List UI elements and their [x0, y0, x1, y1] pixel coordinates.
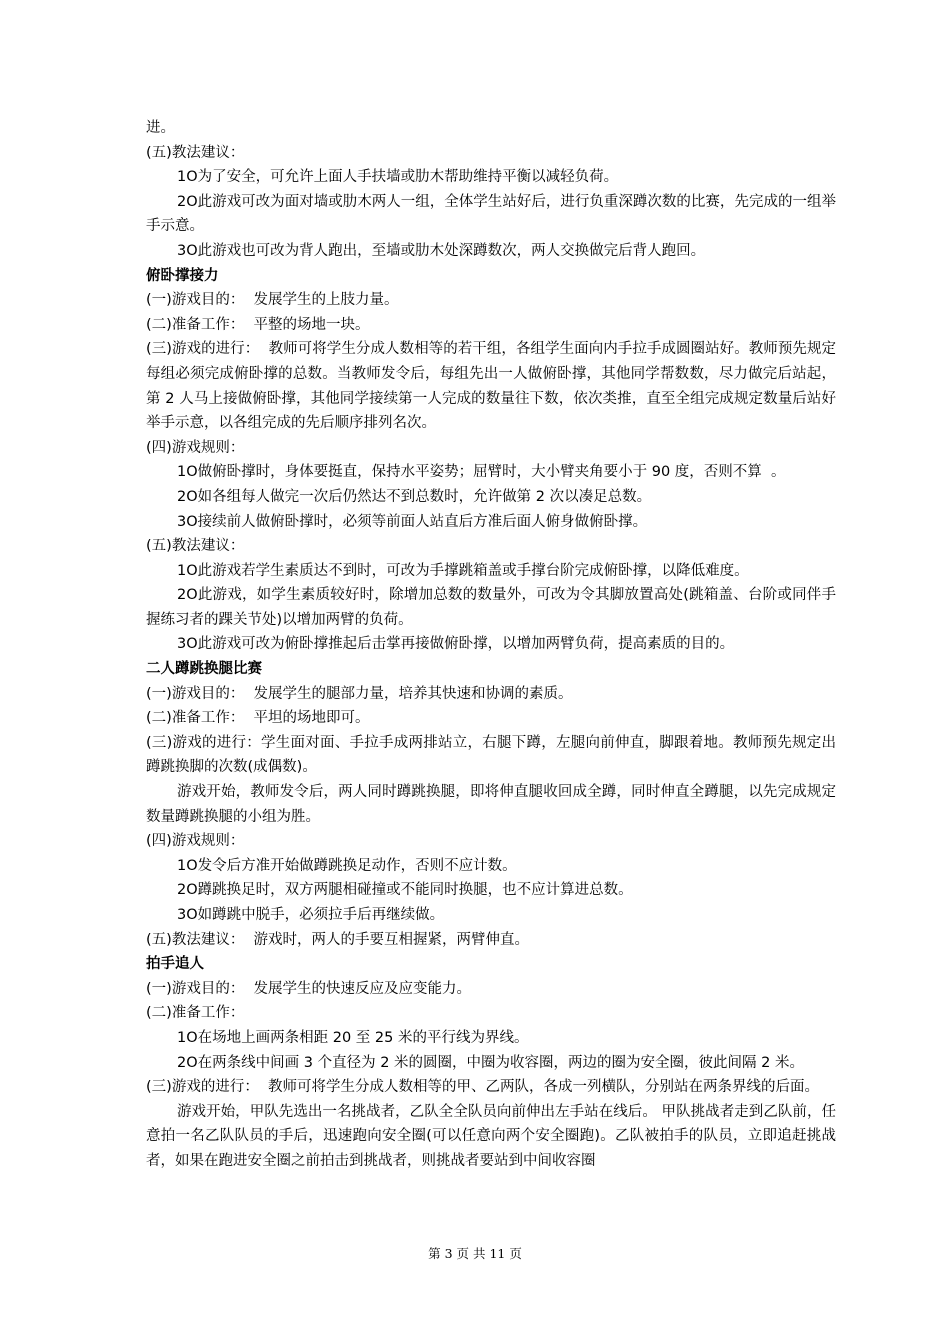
paragraph: 2O如各组每人做完一次后仍然达不到总数时，允许做第 2 次以凑足总数。	[177, 488, 652, 505]
paragraph: 游戏开始，教师发令后，两人同时蹲跳换腿，即将伸直腿收回成全蹲，同时伸直全蹲腿，以先完成规定数量蹲跳换腿的小组为胜。	[146, 784, 836, 825]
paragraph: 1O此游戏若学生素质达不到时，可改为手撑跳箱盖或手撑台阶完成俯卧撑，以降低难度。	[177, 562, 749, 579]
paragraph: (一)游戏目的： 发展学生的腿部力量，培养其快速和协调的素质。	[146, 685, 573, 702]
paragraph: 1O发令后方准开始做蹲跳换足动作，否则不应计数。	[177, 857, 517, 874]
paragraph: 3O如蹲跳中脱手，必须拉手后再继续做。	[177, 907, 445, 923]
paragraph: 游戏开始，甲队先选出一名挑战者，乙队全全队员向前伸出左手站在线后。 甲队挑战者走到乙队前，任意拍一名乙队队员的手后，迅速跑向安全圈(可以任意向两个安全圈跑)。乙队被拍手的队员，立即追赶挑战者，如果在跑进安全圈之前拍击到挑战者，则挑战者要站到中间收容圈	[146, 1103, 836, 1169]
paragraph: (四)游戏规则：	[146, 833, 245, 850]
document-body	[146, 116, 836, 1174]
paragraph: (二)准备工作： 平坦的场地即可。	[146, 710, 370, 727]
paragraph: 1O为了安全，可允许上面人手扶墙或肋木帮助维持平衡以减轻负荷。	[177, 169, 619, 186]
paragraph: 2O蹲跳换足时，双方两腿相碰撞或不能同时换腿，也不应计算进总数。	[177, 882, 633, 899]
paragraph: (三)游戏的进行：学生面对面、手拉手成两排站立，右腿下蹲，左腿向前伸直，脚跟着地。教师预先规定出蹲跳换脚的次数(成偶数)。	[146, 734, 836, 776]
paragraph: 2O在两条线中间画 3 个直径为 2 米的圆圈，中圈为收容圈，两边的圈为安全圈，彼此间隔 2 米。	[177, 1054, 804, 1071]
paragraph: (二)准备工作：	[146, 1005, 245, 1022]
paragraph: (三)游戏的进行： 教师可将学生分成人数相等的若干组，各组学生面向内手拉手成圆圈站好。教师预先规定每组必须完成俯卧撑的总数。当教师发令后，每组先出一人做俯卧撑，其他同学帮数数，尽力做完后站起，第 2 人马上接做俯卧撑，其他同学接续第一人完成的数量往下数，依次类推，直至全组完成规定数量后站好举手示意，以各组完成的先后顺序排列名次。	[146, 341, 836, 432]
paragraph: 3O接续前人做俯卧撑时，必须等前面人站直后方准后面人俯身做俯卧撑。	[177, 513, 648, 530]
paragraph: 1O做俯卧撑时，身体要挺直，保持水平姿势；屈臂时，大小臂夹角要小于 90 度，否则不算 。	[177, 464, 786, 481]
paragraph: (四)游戏规则：	[146, 439, 245, 456]
paragraph: (一)游戏目的： 发展学生的上肢力量。	[146, 292, 399, 309]
paragraph: (三)游戏的进行： 教师可将学生分成人数相等的甲、乙两队，各成一列横队，分别站在两条界线的后面。	[146, 1079, 820, 1096]
paragraph: 2O此游戏，如学生素质较好时，除增加总数的数量外，可改为令其脚放置高处(跳箱盖、台阶或同伴手握练习者的踝关节处)以增加两臂的负荷。	[146, 587, 836, 628]
section-heading: 二人蹲跳换腿比赛	[146, 661, 262, 678]
page-footer: 第 3 页 共 11 页	[428, 1246, 522, 1261]
paragraph: 3O此游戏可改为俯卧撑推起后击掌再接做俯卧撑，以增加两臂负荷，提高素质的目的。	[177, 636, 735, 653]
paragraph: (二)准备工作： 平整的场地一块。	[146, 316, 370, 333]
paragraph: (五)教法建议：	[146, 538, 245, 555]
section-heading: 俯卧撑接力	[146, 267, 219, 284]
paragraph: 进。	[146, 120, 175, 136]
paragraph: (一)游戏目的： 发展学生的快速反应及应变能力。	[146, 980, 472, 997]
paragraph: (五)教法建议：	[146, 144, 245, 161]
paragraph: 1O在场地上画两条相距 20 至 25 米的平行线为界线。	[177, 1029, 529, 1046]
section-heading: 拍手追人	[146, 956, 204, 973]
paragraph: (五)教法建议： 游戏时，两人的手要互相握紧，两臂伸直。	[146, 931, 530, 948]
paragraph: 2O此游戏可改为面对墙或肋木两人一组，全体学生站好后，进行负重深蹲次数的比赛，先完成的一组举手示意。	[146, 193, 836, 235]
paragraph: 3O此游戏也可改为背人跑出，至墙或肋木处深蹲数次，两人交换做完后背人跑回。	[177, 242, 706, 259]
